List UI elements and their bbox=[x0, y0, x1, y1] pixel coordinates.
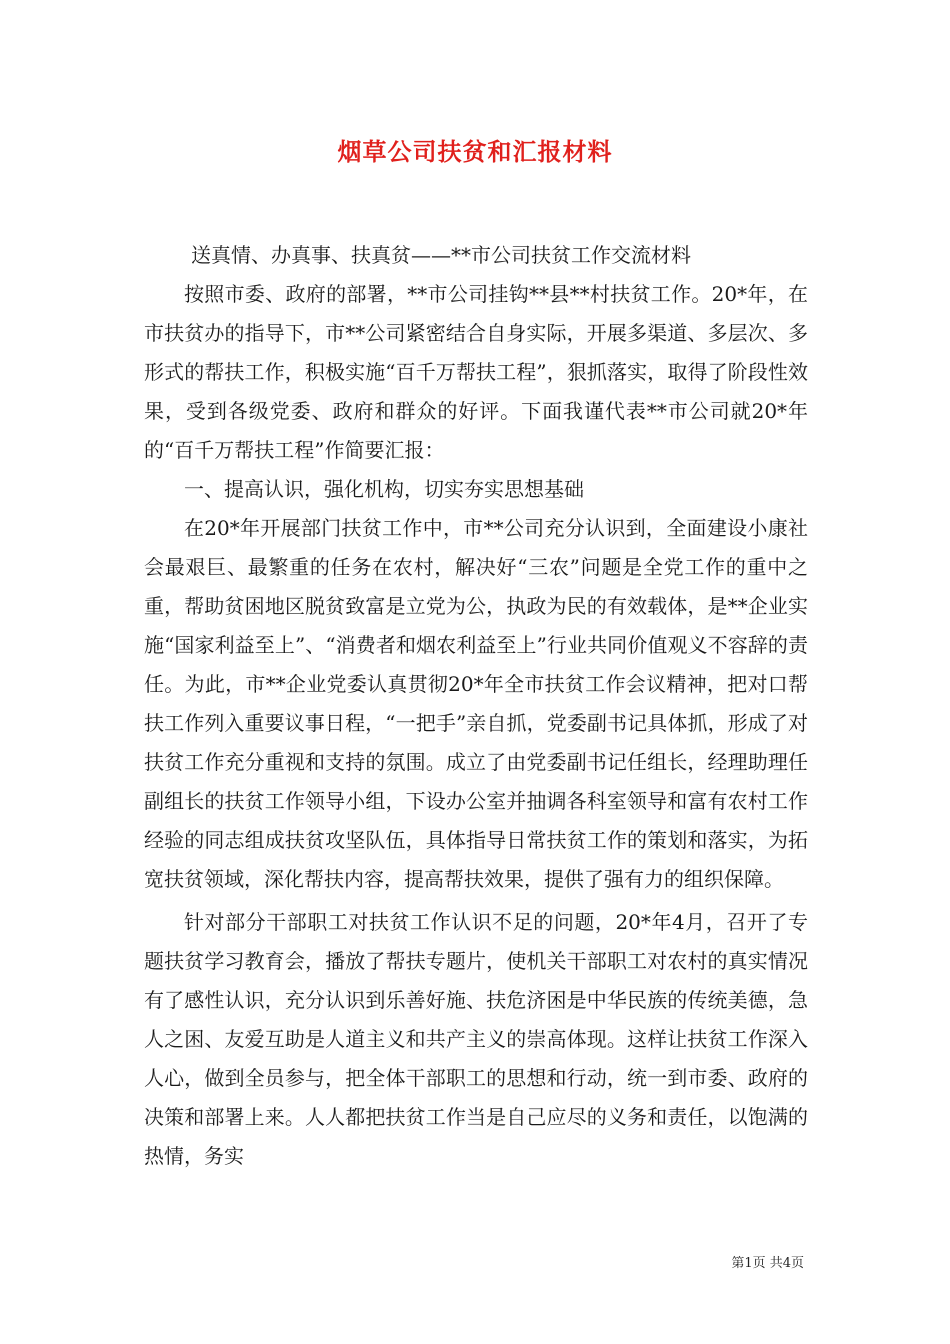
document-title: 烟草公司扶贫和汇报材料 bbox=[337, 137, 613, 166]
body-paragraph: 在20*年开展部门扶贫工作中，市**公司充分认识到，全面建设小康社会最艰巨、最繁重的任务在农村，解决好“三农”问题是全党工作的重中之重，帮助贫困地区脱贫致富是立党为公，执政为民的有效载体，是**企业实施“国家利益至上”、“消费者和烟农利益至上”行业共同价值观义不容辞的责任。为此，市**企业党委认真贯彻20*年全市扶贫工作会议精神，把对口帮扶工作列入重要议事日程，“一把手”亲自抓，党委副书记具体抓，形成了对扶贫工作充分重视和支持的氛围。成立了由党委副书记任组长，经理助理任副组长的扶贫工作领导小组，下设办公室并抽调各科室领导和富有农村工作经验的同志组成扶贫攻坚队伍，具体指导日常扶贫工作的策划和落实，为拓宽扶贫领域，深化帮扶内容，提高帮扶效果，提供了强有力的组织保障。 bbox=[144, 516, 808, 891]
document-body bbox=[144, 236, 808, 1176]
subtitle-paragraph: 送真情、办真事、扶真贫——**市公司扶贫工作交流材料 bbox=[191, 243, 691, 267]
page-number: 第1页 共4页 bbox=[731, 1256, 804, 1271]
section-heading: 一、提高认识，强化机构，切实夯实思想基础 bbox=[184, 477, 584, 501]
intro-paragraph: 按照市委、政府的部署，**市公司挂钩**县**村扶贫工作。20*年，在市扶贫办的指导下，市**公司紧密结合自身实际，开展多渠道、多层次、多形式的帮扶工作，积极实施“百千万帮扶工程”，狠抓落实，取得了阶段性效果，受到各级党委、政府和群众的好评。下面我谨代表**市公司就20*年的“百千万帮扶工程”作简要汇报： bbox=[144, 282, 808, 462]
body-paragraph: 针对部分干部职工对扶贫工作认识不足的问题，20*年4月，召开了专题扶贫学习教育会，播放了帮扶专题片，使机关干部职工对农村的真实情况有了感性认识，充分认识到乐善好施、扶危济困是中华民族的传统美德，急人之困、友爱互助是人道主义和共产主义的崇高体现。这样让扶贫工作深入人心，做到全员参与，把全体干部职工的思想和行动，统一到市委、政府的决策和部署上来。人人都把扶贫工作当是自己应尽的义务和责任，以饱满的热情，务实 bbox=[144, 910, 808, 1168]
